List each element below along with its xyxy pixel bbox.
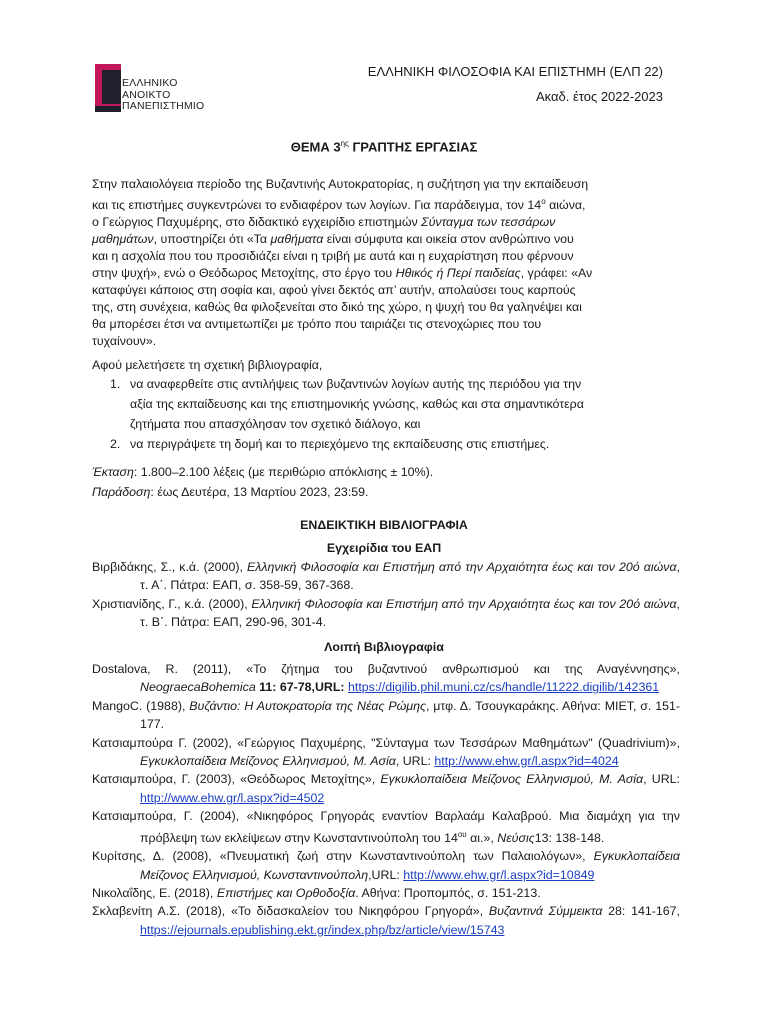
- logo-line: ΕΛΛΗΝΙΚΟ: [122, 77, 178, 89]
- reference-link[interactable]: https://ejournals.epublishing.ekt.gr/index.php/bz/article/view/15743: [140, 922, 505, 937]
- course-title: ΕΛΛΗΝΙΚΗ ΦΙΛΟΣΟΦΙΑ ΚΑΙ ΕΠΙΣΤΗΜΗ (ΕΛΠ 22): [367, 64, 663, 79]
- extent-line: Έκταση: 1.800–2.100 λέξεις (με περιθώριο απόκλισης ± 10%).: [92, 465, 434, 479]
- logo-text: [122, 78, 204, 113]
- reference-item: Κατσιαμπούρα, Γ. (2004), «Νικηφόρος Γρηγοράς εναντίον Βαρλαάμ Καλαβρού. Μια διαμάχη για την πρόβλεψη των εκλείψεων στην Κωνσταντινούπολη του $14^{o\upsilon}$ αι.», Νεύσις13: 138-148.: [92, 809, 680, 845]
- reference-link[interactable]: https://digilib.phil.muni.cz/cs/handle/11222.digilib/142361: [348, 680, 660, 695]
- reference-item: Κατσιαμπούρα, Γ. (2003), «Θεόδωρος Μετοχίτης», Εγκυκλοπαίδεια Μείζονος Ελληνισμού, Μ. Ασία, URL: http://www.ehw.gr/l.aspx?id=4502: [92, 772, 680, 805]
- reference-link[interactable]: http://www.ehw.gr/l.aspx?id=4024: [434, 754, 619, 769]
- reference-link[interactable]: http://www.ehw.gr/l.aspx?id=10849: [403, 867, 595, 882]
- list-item: 2. να περιγράψετε τη δομή και το περιεχόμενο της εκπαίδευσης στις επιστήμες.: [110, 437, 550, 451]
- reference-item: Κυρίτσης, Δ. (2008), «Πνευματική ζωή στην Κωνσταντινούπολη των Παλαιολόγων», Εγκυκλοπαίδεια Μείζονος Ελληνισμού, Κωνσταντινούπολη,URL: http://www.ehw.gr/l.aspx?id=10849: [92, 849, 680, 882]
- reference-item: Κατσιαμπούρα Γ. (2002), «Γεώργιος Παχυμέρης, "Σύνταγμα των Τεσσάρων Μαθημάτων" (Quadrivium)», Εγκυκλοπαίδεια Μείζονος Ελληνισμού, Μ. Ασία, URL: http://www.ehw.gr/l.aspx?id=4024: [92, 735, 680, 769]
- reference-item: Χριστιανίδης, Γ., κ.ά. (2000), Ελληνική Φιλοσοφία και Επιστήμη από την Αρχαιότητα έως και τον 20ό αιώνα, τ. Β΄. Πάτρα: ΕΑΠ, 290-96, 301-4.: [92, 596, 680, 630]
- other-reference-list: [92, 660, 680, 939]
- eap-books-heading: Εγχειρίδια του ΕΑΠ: [326, 541, 442, 555]
- list-item: 1. να αναφερθείτε στις αντιλήψεις των βυζαντινών λογίων αυτής της περιόδου για την αξία της εκπαίδευσης και της επιστημονικής γνώσης, καθώς και στα σημαντικότερα ζητήματα που απασχόλησαν τον σχετικό διάλογο, και: [110, 377, 584, 431]
- logo-line: ΠΑΝΕΠΙΣΤΗΜΙΟ: [122, 100, 205, 112]
- reference-item: Dostalova, R. (2011), «Το ζήτημα του βυζαντινού ανθρωπισμού και της Αναγέννησης», NeograecaBohemica 11: 67-78,URL: https://digilib.phil.muni.cz/cs/handle/11222.digilib/142361: [92, 662, 680, 695]
- reference-item: Νικολαΐδης, Ε. (2018), Επιστήμες και Ορθοδοξία. Αθήνα: Προπομπός, σ. 151-213.: [92, 886, 541, 900]
- other-bibliography-heading: Λοιπή Βιβλιογραφία: [324, 640, 444, 654]
- logo-line: ΑΝΟΙΚΤΟ: [122, 88, 171, 101]
- task-list: [92, 374, 677, 454]
- logo-mark-icon: [95, 64, 123, 114]
- reference-link[interactable]: http://www.ehw.gr/l.aspx?id=4502: [140, 790, 325, 805]
- eap-reference-list: [92, 558, 680, 632]
- university-logo: [95, 64, 235, 114]
- academic-year: Ακαδ. έτος 2022-2023: [535, 89, 663, 104]
- main-paragraph: Στην παλαιολόγεια περίοδο της Βυζαντινής Αυτοκρατορίας, η συζήτηση για την εκπαίδευση και τις επιστήμες συγκεντρώνει το ενδιαφέρον των λογίων. Για παράδειγμα, τον $14^o$ αιώνα, ο Γεώργιος Παχυμέρης, στο διδακτικό εγχειρίδιο επιστημών Σύνταγμα των τεσσάρων μαθημάτων, υποστηρίζει ότι «Τα μαθήματα είναι σύμφυτα και οικεία στον ανθρώπινο νου και η ασχολία που του προσιδιάζει είναι η τριβή με αυτά και η ευχαρίστηση που φέρνουν στην ψυχή», ενώ ο Θεόδωρος Μετοχίτης, στο έργο του Ηθικός ή Περί παιδείας, γράφει: «Αν καταφύγει κάποιος στη σοφία και, αφού γίνει δεκτός απ’ αυτήν, απολαύσει τους καρπούς της, στη συνέχεια, καθώς θα φιλοξενείται στο δικό της χώρο, η ψυχή του θα γαληνέψει και θα μπορέσει έτσι να αντιμετωπίζει με τρόπο που ταιριάζει τις στενοχώριες που του τυχαίνουν».: [92, 177, 593, 349]
- due-date-line: Παράδοση: έως Δευτέρα, 13 Μαρτίου 2023, 23:59.: [92, 485, 369, 499]
- assignment-title: ΘΕΜΑ $3^{\eta\varsigma}$ ΓΡΑΠΤΗΣ ΕΡΓΑΣΙΑΣ: [290, 139, 478, 155]
- intro-line: Αφού μελετήσετε τη σχετική βιβλιογραφία,: [92, 358, 323, 372]
- reference-item: Σκλαβενίτη Α.Σ. (2018), «Το διδασκαλείον του Νικηφόρου Γρηγορά», Βυζαντινά Σύμμεικτα 28: 141-167, https://ejournals.epublishing.ekt.gr/index.php/bz/article/view/15743: [92, 904, 680, 937]
- reference-item: Βιρβιδάκης, Σ., κ.ά. (2000), Ελληνική Φιλοσοφία και Επιστήμη από την Αρχαιότητα έως και τον 20ό αιώνα, τ. Α΄. Πάτρα: ΕΑΠ, σ. 358-59, 367-368.: [92, 560, 680, 593]
- reference-item: MangoC. (1988), Βυζάντιο: Η Αυτοκρατορία της Νέας Ρώμης, μτφ. Δ. Τσουγκαράκης. Αθήνα: ΜΙΕΤ, σ. 151-177.: [92, 698, 681, 732]
- bibliography-heading: ΕΝΔΕΙΚΤΙΚΗ ΒΙΒΛΙΟΓΡΑΦΙΑ: [300, 518, 468, 532]
